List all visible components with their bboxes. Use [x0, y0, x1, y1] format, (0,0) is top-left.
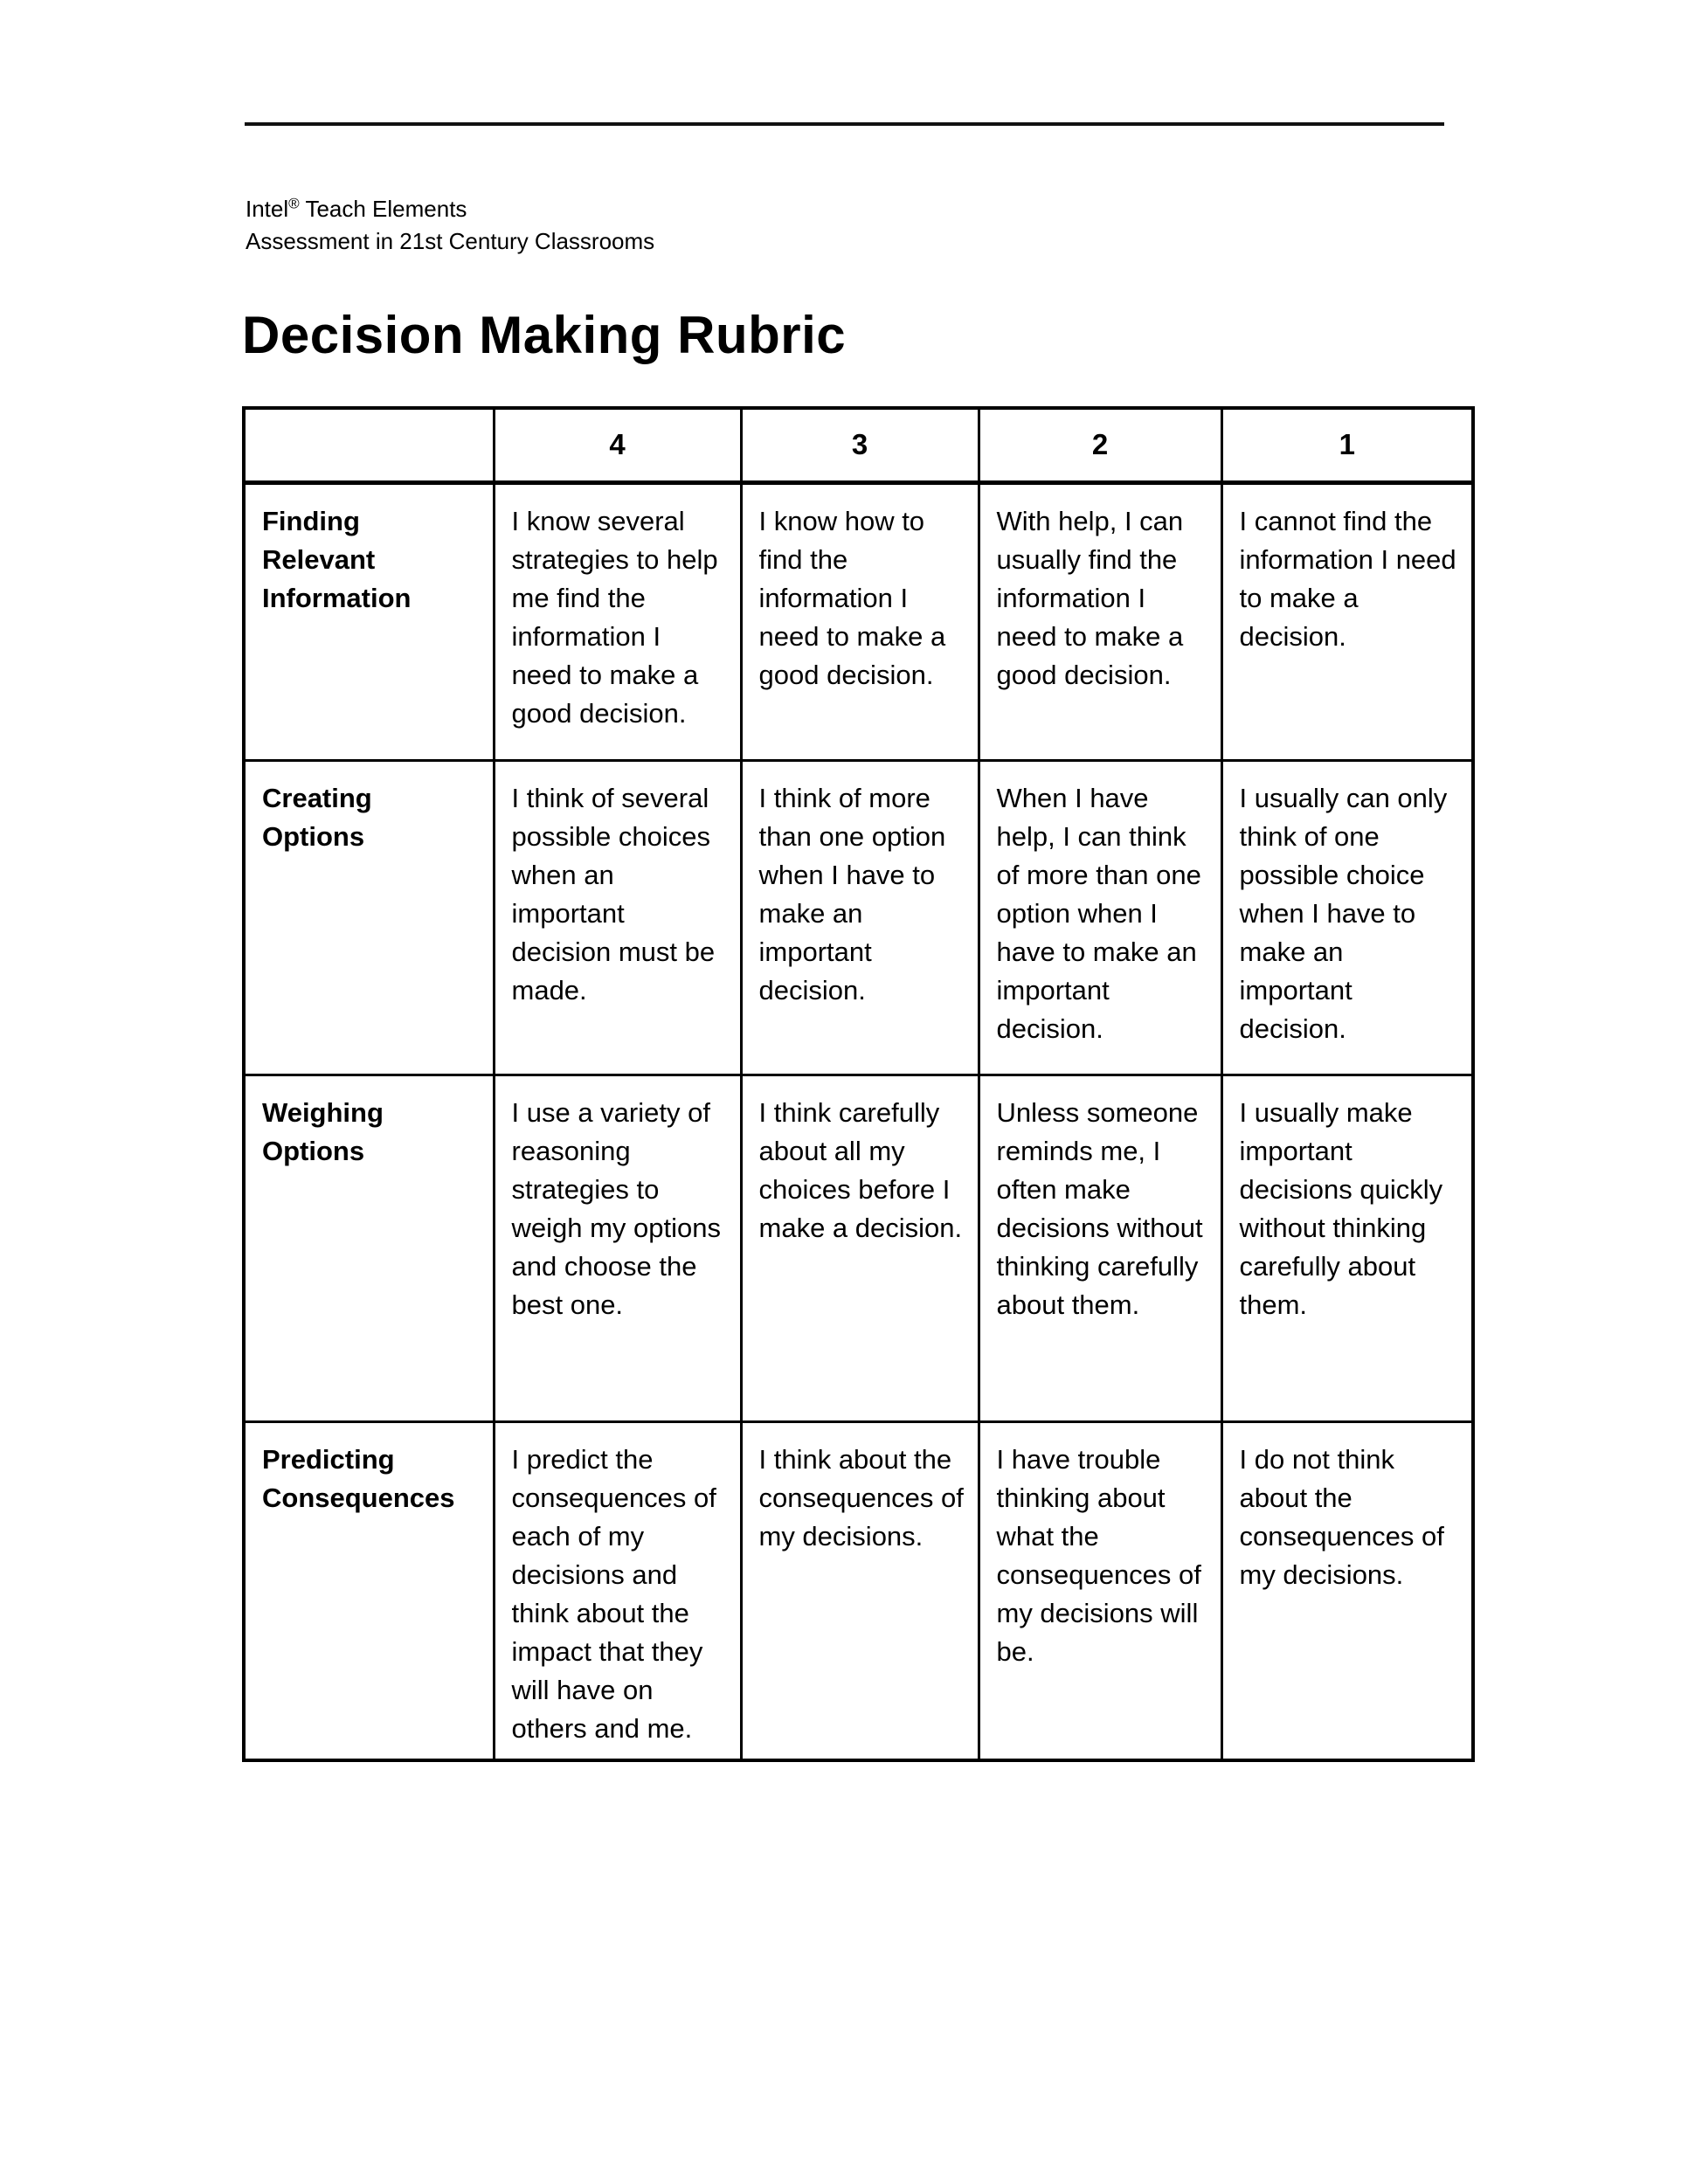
level-cell-4: I use a variety of reasoning strategies to weigh my options and choose the best one.	[494, 1075, 741, 1421]
criterion-cell: Creating Options	[244, 760, 494, 1075]
product-name: Teach Elements	[299, 196, 467, 222]
level-cell-2: I have trouble thinking about what the consequences of my decisions will be.	[979, 1421, 1221, 1760]
level-cell-2: With help, I can usually find the information I need to make a good decision.	[979, 482, 1221, 760]
level-cell-2: When I have help, I can think of more than one option when I have to make an important decision.	[979, 760, 1221, 1075]
rubric-table	[242, 406, 1475, 1762]
header-rule	[245, 122, 1444, 126]
criterion-cell: Predicting Consequences	[244, 1421, 494, 1760]
registered-trademark-symbol: ®	[288, 195, 300, 212]
level-cell-4: I think of several possible choices when an important decision must be made.	[494, 760, 741, 1075]
table-header-row	[244, 408, 1473, 482]
criterion-header-cell	[244, 408, 494, 482]
level-cell-3: I think carefully about all my choices before I make a decision.	[741, 1075, 979, 1421]
criterion-cell: Finding Relevant Information	[244, 482, 494, 760]
header-line-1	[246, 193, 654, 225]
level-cell-3: I think about the consequences of my decisions.	[741, 1421, 979, 1760]
brand-name: Intel	[246, 196, 289, 222]
level-cell-1: I do not think about the consequences of my decisions.	[1221, 1421, 1473, 1760]
level-cell-1: I cannot find the information I need to make a decision.	[1221, 482, 1473, 760]
level-cell-4: I know several strategies to help me find the information I need to make a good decision.	[494, 482, 741, 760]
document-header	[246, 193, 654, 258]
header-line-2: Assessment in 21st Century Classrooms	[246, 228, 655, 254]
table-row-finding-relevant-information	[244, 482, 1473, 760]
table-row-predicting-consequences	[244, 1421, 1473, 1760]
score-header-4: 4	[494, 408, 741, 482]
level-cell-1: I usually can only think of one possible choice when I have to make an important decision.	[1221, 760, 1473, 1075]
level-cell-3: I know how to find the information I need to make a good decision.	[741, 482, 979, 760]
level-cell-3: I think of more than one option when I have to make an important decision.	[741, 760, 979, 1075]
level-cell-1: I usually make important decisions quickly without thinking carefully about them.	[1221, 1075, 1473, 1421]
score-header-1: 1	[1221, 408, 1473, 482]
criterion-cell: Weighing Options	[244, 1075, 494, 1421]
level-cell-4: I predict the consequences of each of my decisions and think about the impact that they will have on others and me.	[494, 1421, 741, 1760]
table-row-weighing-options	[244, 1075, 1473, 1421]
score-header-2: 2	[979, 408, 1221, 482]
score-header-3: 3	[741, 408, 979, 482]
page-title: Decision Making Rubric	[242, 306, 847, 364]
level-cell-2: Unless someone reminds me, I often make decisions without thinking carefully about them.	[979, 1075, 1221, 1421]
table-row-creating-options	[244, 760, 1473, 1075]
